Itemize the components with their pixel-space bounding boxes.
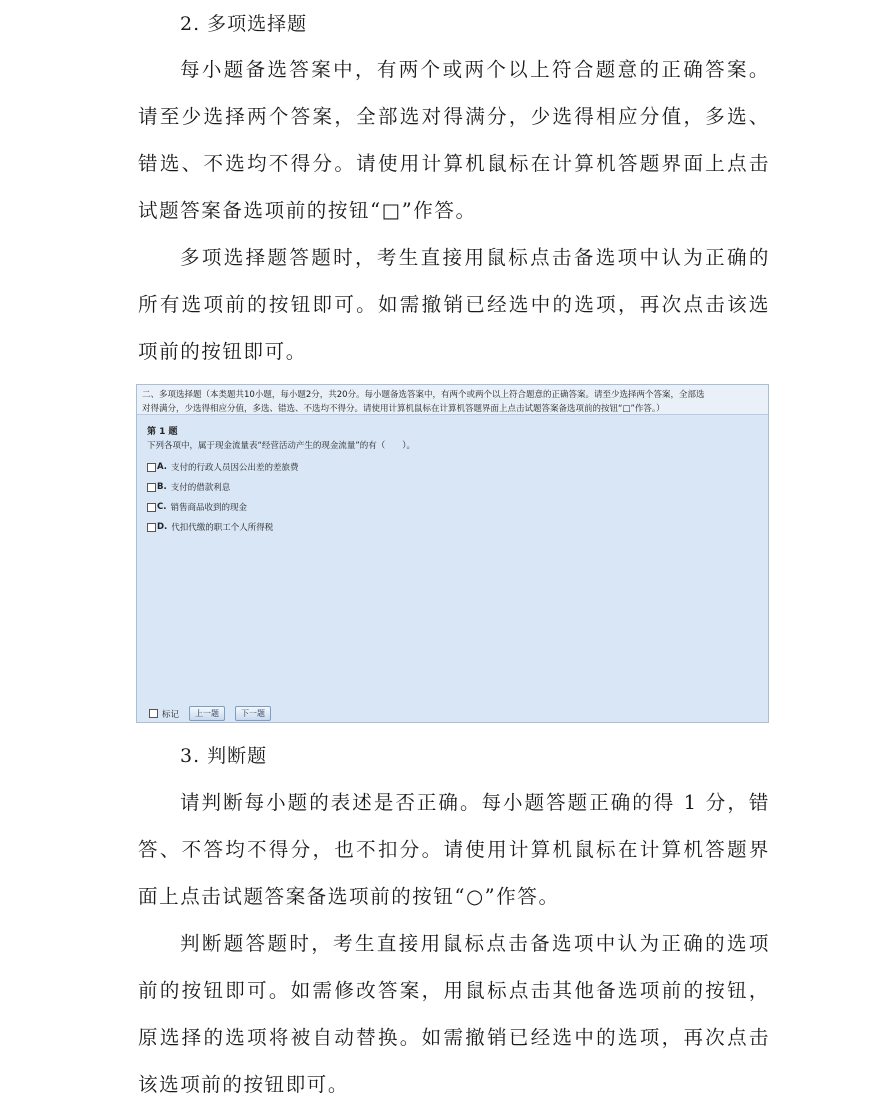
question-number: 第 1 题 [147, 427, 178, 437]
instructions-line-1: 二、多项选择题（本类题共10小题，每小题2分，共20分。每小题备选答案中，有两个或两个以上符合题意的正确答案。请至少选择两个答案，全部选 [142, 390, 705, 400]
panel-footer [149, 706, 271, 721]
section-2-paragraph-2: 多项选择题答题时，考生直接用鼠标点击备选项中认为正确的所有选项前的按钮即可。如需撤销已经选中的选项，再次点击该选项前的按钮即可。 [138, 246, 770, 363]
section-2-paragraph-1: 每小题备选答案中，有两个或两个以上符合题意的正确答案。请至少选择两个答案，全部选对得满分，少选得相应分值，多选、错选、不选均不得分。请使用计算机鼠标在计算机答题界面上点击试题答案备选项前的按钮“□”作答。 [138, 58, 770, 222]
mark-checkbox[interactable] [149, 709, 158, 718]
option-a-letter: A. [157, 462, 167, 472]
section-3-paragraph-1: 请判断每小题的表述是否正确。每小题答题正确的得 1 分，错答、不答均不得分，也不扣分。请使用计算机鼠标在计算机答题界面上点击试题答案备选项前的按钮“○”作答。 [138, 791, 770, 908]
panel-instructions [137, 385, 768, 415]
option-d[interactable] [147, 517, 758, 537]
option-b-letter: B. [157, 482, 167, 492]
option-a-text: 支付的行政人员因公出差的差旅费 [170, 463, 299, 473]
instructions-line-2: 对得满分，少选得相应分值，多选、错选、不选均不得分。请使用计算机鼠标在计算机答题界面上点击试题答案备选项前的按钮“□”作答。） [142, 404, 665, 414]
section-2-heading: 2. 多项选择题 [180, 13, 308, 35]
next-question-button[interactable]: 下一题 [235, 706, 271, 721]
option-b[interactable] [147, 477, 758, 497]
option-d-checkbox[interactable] [147, 523, 156, 532]
option-b-checkbox[interactable] [147, 483, 156, 492]
question-body [137, 415, 768, 537]
section-3-heading: 3. 判断题 [180, 745, 268, 767]
exam-question-panel [136, 384, 769, 723]
mark-label: 标记 [162, 709, 180, 720]
section-3-paragraph-2: 判断题答题时，考生直接用鼠标点击备选项中认为正确的选项前的按钮即可。如需修改答案，用鼠标点击其他备选项前的按钮，原选择的选项将被自动替换。如需撤销已经选中的选项，再次点击该选项前的按钮即可。 [138, 932, 770, 1096]
option-d-letter: D. [157, 522, 168, 532]
option-c-text: 销售商品收到的现金 [170, 503, 247, 513]
question-text: 下列各项中，属于现金流量表“经营活动产生的现金流量”的有（ ）。 [147, 441, 416, 451]
option-c[interactable] [147, 497, 758, 517]
option-a-checkbox[interactable] [147, 463, 156, 472]
option-c-letter: C. [157, 502, 167, 512]
option-a[interactable] [147, 457, 758, 477]
prev-question-button[interactable]: 上一题 [189, 706, 225, 721]
option-b-text: 支付的借款利息 [170, 483, 231, 493]
option-c-checkbox[interactable] [147, 503, 156, 512]
option-d-text: 代扣代缴的职工个人所得税 [171, 523, 274, 533]
